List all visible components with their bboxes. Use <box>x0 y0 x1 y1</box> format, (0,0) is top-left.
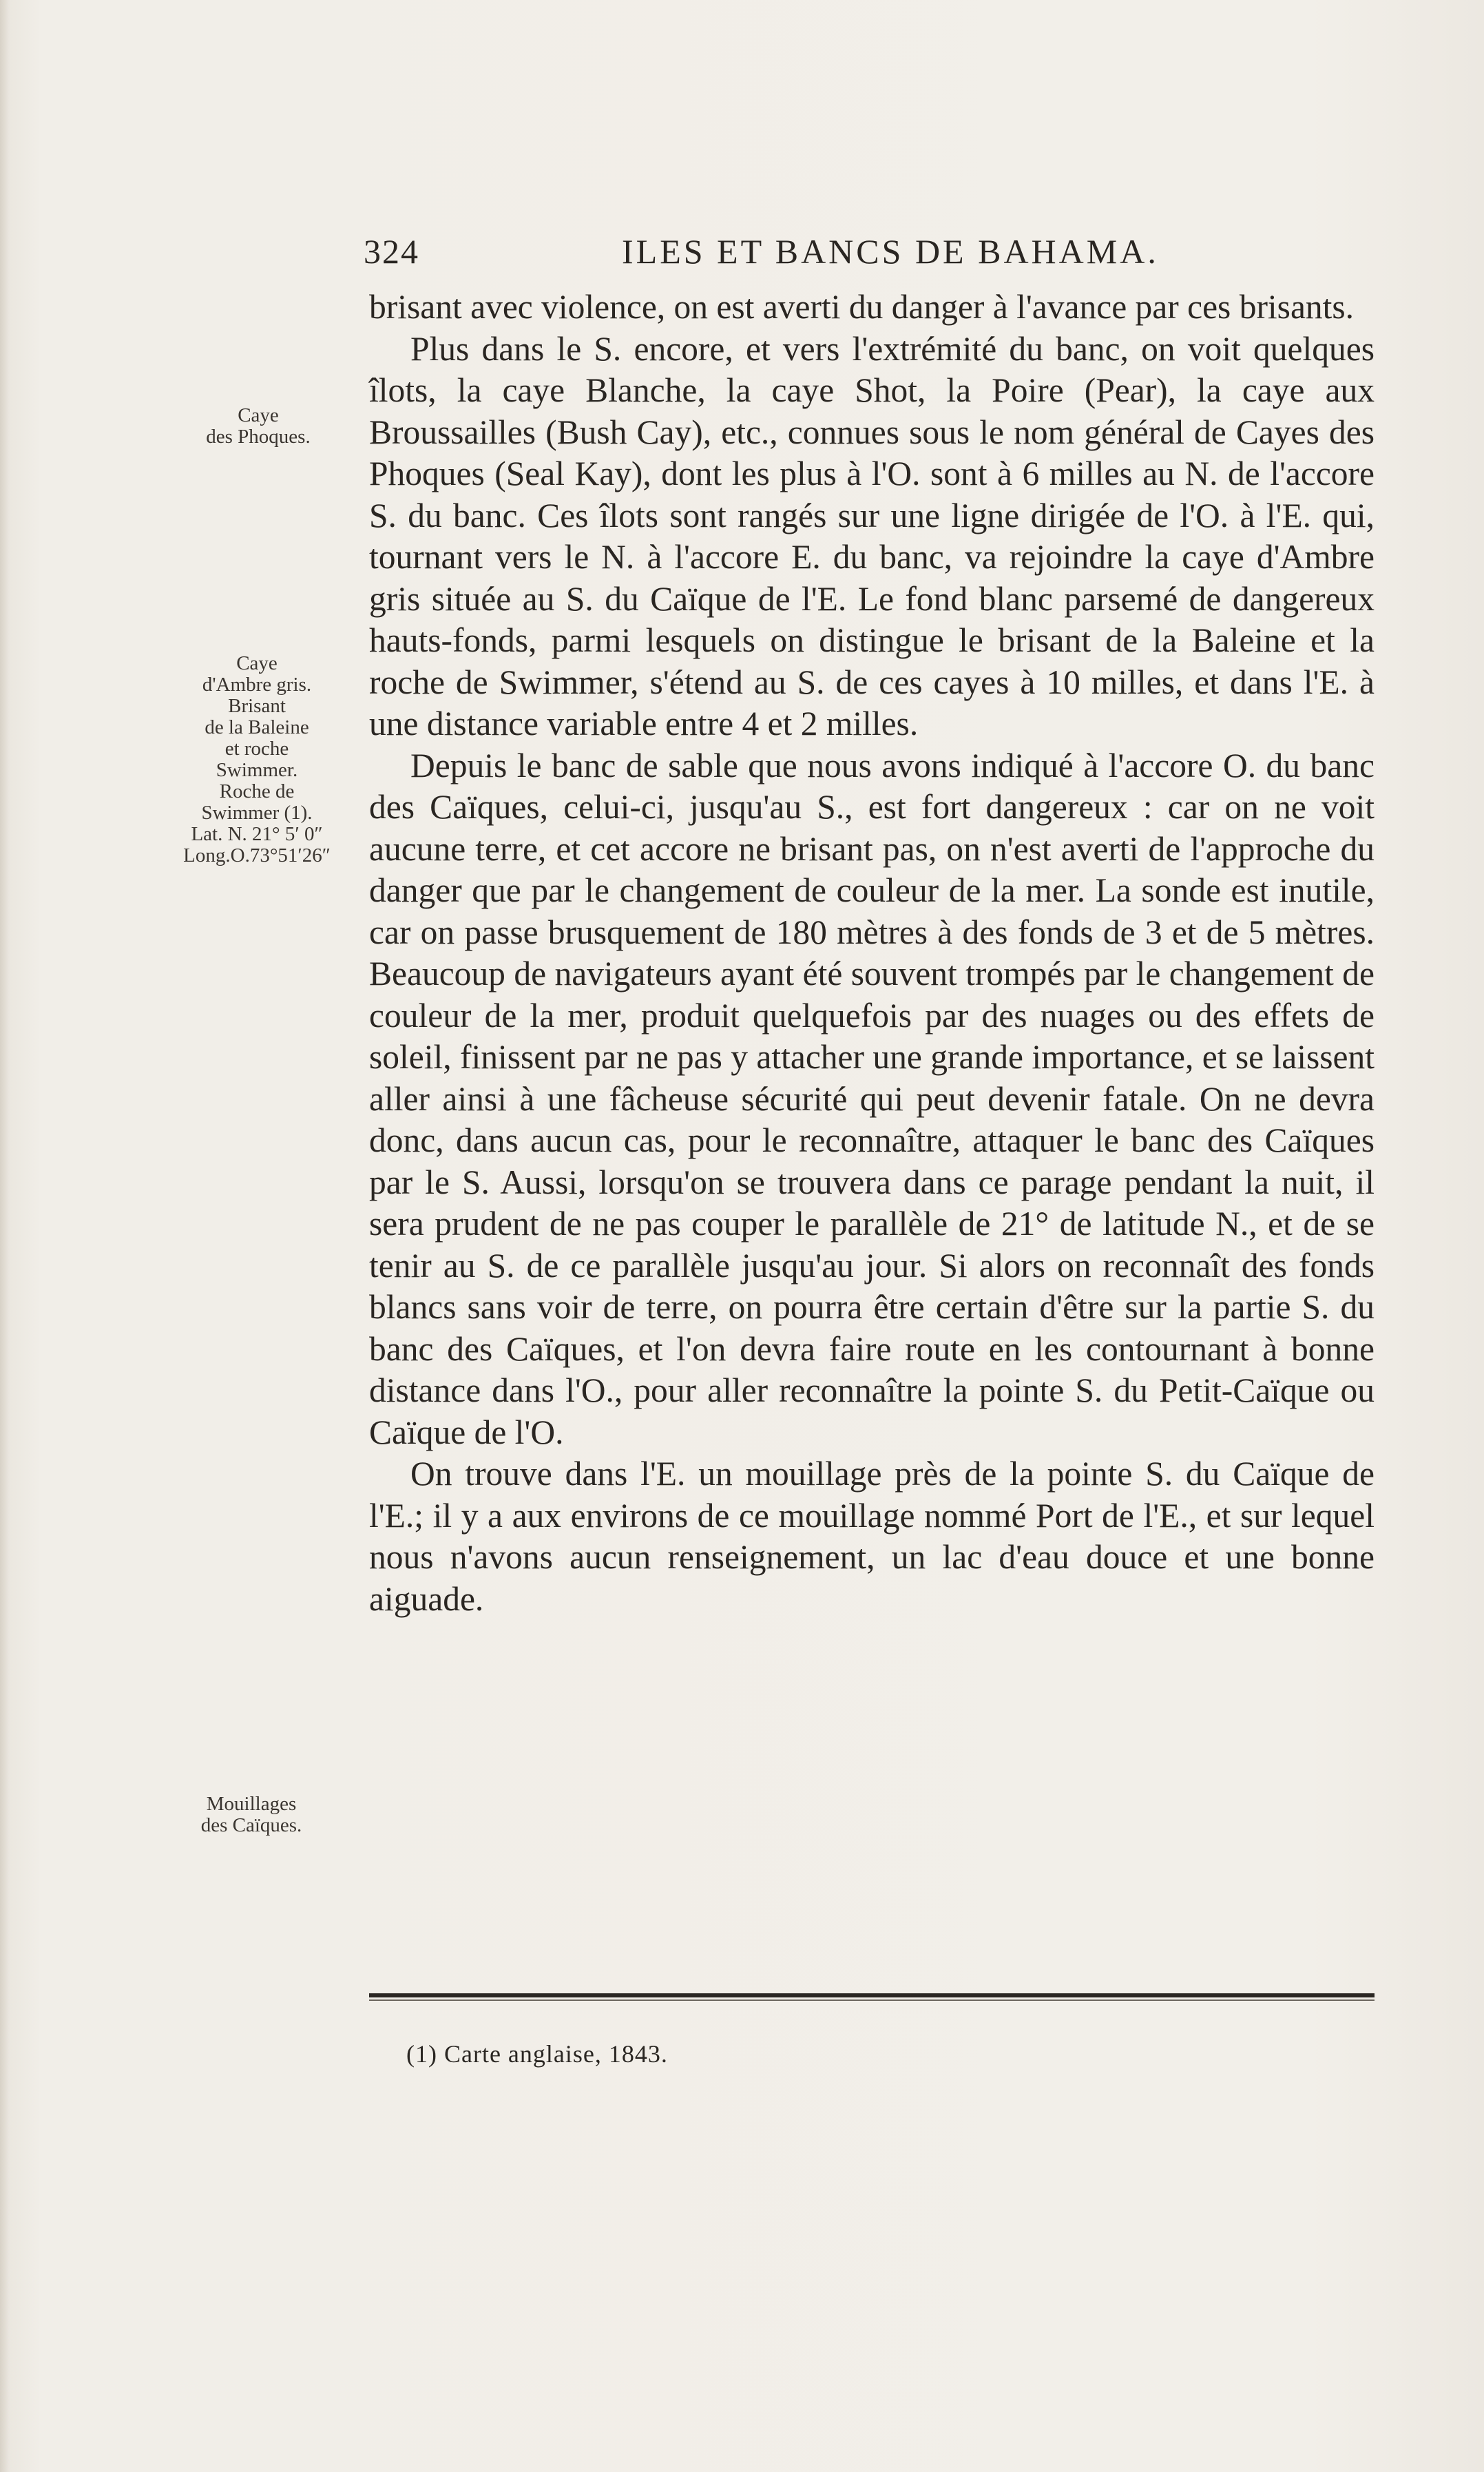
paragraph-cayes-des-phoques: Plus dans le S. encore, et vers l'extrémité du banc, on voit quelques îlots, la caye Blanche, la caye Shot, la Poire (Pear), la caye aux Broussailles (Bush Cay), etc., connues sous le nom général de Cayes des Phoques (Seal Kay), dont les plus à l'O. sont à 6 milles au N. de l'accore S. du banc. Ces îlots sont rangés sur une ligne dirigée de l'O. à l'E. qui, tournant vers le N. à l'accore E. du banc, va rejoindre la caye d'Ambre gris située au S. du Caïque de l'E. Le fond blanc parsemé de dangereux hauts-fonds, parmi lesquels on distingue le brisant de la Baleine et la roche de Swimmer, s'étend au S. de ces cayes à 10 milles, et dans l'E. à une distance variable entre 4 et 2 milles. <box>369 329 1375 742</box>
sidenote-line: Mouillages <box>206 1793 297 1815</box>
sidenote-line: Caye <box>236 652 278 674</box>
sidenote-line: des Phoques. <box>206 426 311 448</box>
footnote: (1) Carte anglaise, 1843. <box>406 2040 668 2068</box>
sidenote-caye-ambre-gris <box>171 653 343 866</box>
footnote-rule-thin <box>369 2000 1375 2001</box>
paragraph-continued: brisant avec violence, on est averti du danger à l'avance par ces brisants. <box>369 288 1355 326</box>
running-title: ILES ET BANCS DE BAHAMA. <box>622 232 1159 271</box>
sidenote-line: Roche de <box>219 780 295 802</box>
paragraph-banc-des-caiques: Depuis le banc de sable que nous avons indiqué à l'accore O. du banc des Caïques, celui-ci, jusqu'au S., est fort dangereux : car on ne voit aucune terre, et cet accore ne brisant pas, on n'est averti de l'approche du danger que par le changement de couleur de la mer. La sonde est inutile, car on passe brusquement de 180 mètres à des fonds de 3 et de 5 mètres. Beaucoup de navigateurs ayant été souvent trompés par le changement de couleur de la mer, produit quelquefois par des nuages ou des effets de soleil, finissent par ne pas y attacher une grande importance, et se laissent aller ainsi à une fâcheuse sécurité qui peut devenir fatale. On ne devra donc, dans aucun cas, pour le reconnaître, attaquer le banc des Caïques par le S. Aussi, lorsqu'on se trouvera dans ce parage pendant la nuit, il sera prudent de ne pas couper le parallèle de 21° de latitude N., et de se tenir au S. de ce parallèle jusqu'au jour. Si alors on reconnaît des fonds blancs sans voir de terre, on pourra être certain d'être sur la partie S. du banc des Caïques, et l'on devra faire route en les contournant à bonne distance dans l'O., pour aller reconnaître la pointe S. du Petit-Caïque ou Caïque de l'O. <box>369 746 1375 1451</box>
sidenote-mouillages <box>165 1794 337 1836</box>
sidenote-line: Brisant <box>228 695 286 717</box>
sidenote-line: Swimmer. <box>216 759 298 781</box>
body-text <box>369 287 1375 1620</box>
sidenote-line: Long.O.73°51′26″ <box>183 844 331 866</box>
sidenote-line: de la Baleine <box>205 716 309 738</box>
sidenote-line: d'Ambre gris. <box>202 674 312 696</box>
sidenote-line: Caye <box>238 404 279 426</box>
running-head <box>364 231 1376 273</box>
footnote-rule <box>369 1993 1375 1997</box>
paragraph-mouillage: On trouve dans l'E. un mouillage près de la pointe S. du Caïque de l'E.; il y a aux environs de ce mouillage nommé Port de l'E., et sur lequel nous n'avons aucun renseignement, un lac d'eau douce et une bonne aiguade. <box>369 1455 1375 1618</box>
sidenote-line: des Caïques. <box>200 1814 302 1836</box>
page-number: 324 <box>364 232 419 271</box>
sidenote-caye-des-phoques <box>179 405 337 448</box>
page-edge <box>0 0 10 2472</box>
sidenote-line: et roche <box>224 738 289 760</box>
sidenote-line: Swimmer (1). <box>201 802 313 824</box>
sidenote-line: Lat. N. 21° 5′ 0″ <box>191 823 323 845</box>
